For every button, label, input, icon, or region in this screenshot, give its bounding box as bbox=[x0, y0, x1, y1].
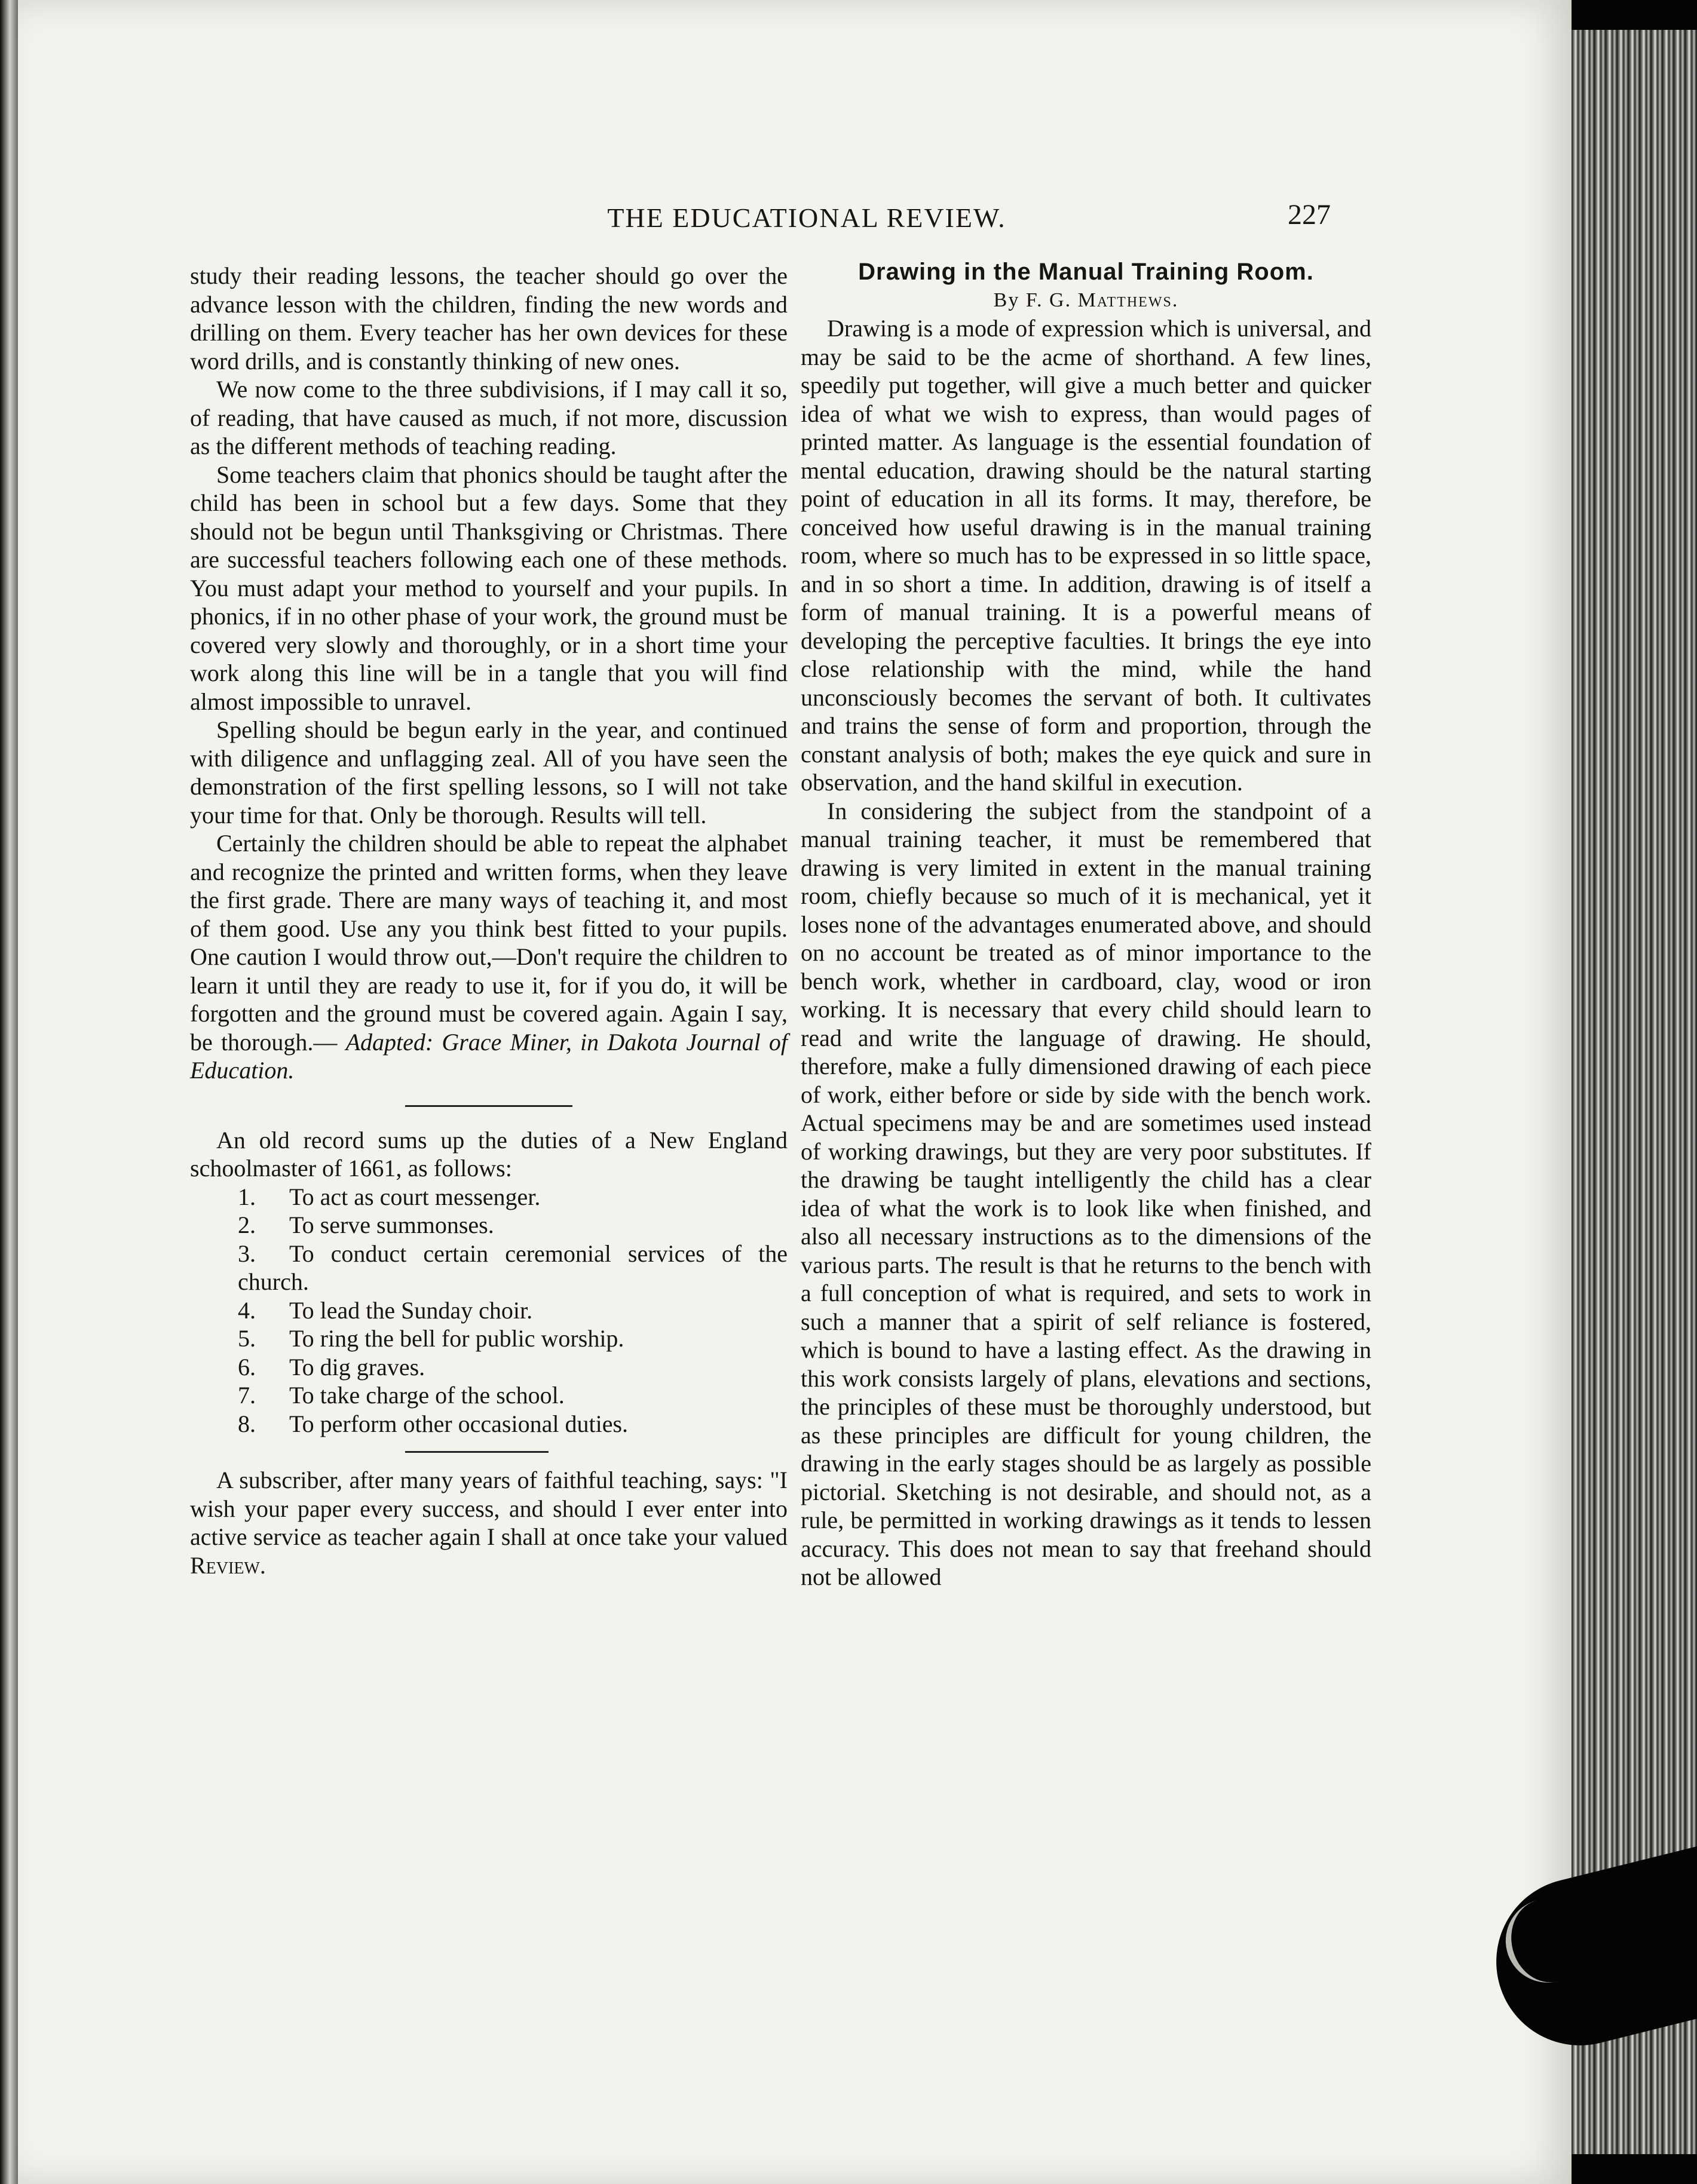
paragraph-with-attribution bbox=[190, 829, 788, 1085]
paragraph: study their reading lessons, the teacher should go over the advance lesson with the children, finding the new words and drilling on them. Every teacher has her own devices for these word drills, and is constantly thinking of new ones. bbox=[190, 262, 788, 375]
left-column bbox=[190, 262, 788, 1579]
list-item-text: To lead the Sunday choir. bbox=[289, 1296, 533, 1324]
list-item bbox=[190, 1381, 788, 1410]
record-intro: An old record sums up the duties of a New England schoolmaster of 1661, as follows: bbox=[190, 1126, 788, 1182]
list-item-number: 7. bbox=[238, 1382, 256, 1409]
byline-author: F. G. Matthews. bbox=[1025, 289, 1179, 311]
duty-list bbox=[190, 1183, 788, 1438]
subscriber-text: A subscriber, after many years of faithful teaching, says: "I wish your paper every success, and should I ever enter into active service as teacher again I shall at once take your valued bbox=[190, 1467, 788, 1550]
adjacent-page-edge bbox=[0, 0, 18, 2184]
list-item bbox=[190, 1324, 788, 1353]
paragraph: Spelling should be begun early in the year, and continued with diligence and unflagging zeal. All of you have seen the demonstration of the first spelling lessons, so I will not take your time for that. Only be thorough. Results will tell. bbox=[190, 716, 788, 829]
list-item-number: 3. bbox=[238, 1240, 256, 1267]
list-item-text: To act as court messenger. bbox=[289, 1183, 541, 1210]
list-item bbox=[190, 1211, 788, 1240]
section-divider bbox=[405, 1451, 549, 1453]
page-number: 227 bbox=[1288, 199, 1331, 231]
list-item bbox=[190, 1353, 788, 1382]
list-item bbox=[190, 1183, 788, 1211]
list-item-text: To conduct certain ceremonial services of the church. bbox=[238, 1240, 788, 1295]
list-item-number: 2. bbox=[238, 1211, 256, 1238]
running-title: THE EDUCATIONAL REVIEW. bbox=[607, 203, 1006, 233]
list-item-number: 4. bbox=[238, 1296, 256, 1324]
list-item-text: To take charge of the school. bbox=[289, 1382, 565, 1409]
list-item-number: 6. bbox=[238, 1353, 256, 1381]
paragraph: Some teachers claim that phonics should be taught after the child has been in school but a few days. Some that they should not be begun until Thanksgiving or Christmas. There are successful teachers following each one of these methods. You must adapt your method to yourself and your pupils. In phonics, if in no other phase of your work, the ground must be covered very slowly and thoroughly, or in a short time your work along this line will be in a tangle that you will find almost impossible to unravel. bbox=[190, 461, 788, 715]
list-item-number: 1. bbox=[238, 1183, 256, 1210]
list-item bbox=[190, 1240, 788, 1296]
review-word: Review. bbox=[190, 1551, 266, 1579]
attribution-source: Grace Miner, in Dakota Journal of Education. bbox=[190, 1028, 788, 1084]
right-column bbox=[801, 257, 1371, 1591]
list-item-text: To perform other occasional duties. bbox=[289, 1410, 629, 1437]
byline-prefix: By bbox=[993, 289, 1020, 311]
subscriber-note bbox=[190, 1466, 788, 1579]
list-item-number: 5. bbox=[238, 1325, 256, 1352]
paragraph-text: Certainly the children should be able to repeat the alphabet and recognize the printed and written forms, when they leave the first grade. There are many ways of teaching it, and most of them good. Use any you think best fitted to your pupils. One caution I would throw out,—Don't require the children to learn it until they are ready to use it, for if you do, it will be forgotten and the ground must be covered again. Again I say, be thorough.— bbox=[190, 830, 788, 1056]
list-item bbox=[190, 1296, 788, 1325]
list-item-text: To dig graves. bbox=[289, 1353, 425, 1381]
list-item-number: 8. bbox=[238, 1410, 256, 1437]
section-divider bbox=[405, 1105, 572, 1107]
attribution-label: Adapted: bbox=[345, 1028, 434, 1056]
book-page-edges bbox=[1572, 30, 1697, 2154]
paragraph: In considering the subject from the standpoint of a manual training teacher, it must be remembered that drawing is very limited in extent in the manual training room, chiefly because so much of it is mechanical, yet it loses none of the advantages enumerated above, and should on no account be treated as of minor importance to the bench work, whether in cardboard, clay, wood or iron working. It is necessary that every child should learn to read and write the language of drawing. He should, therefore, make a fully dimensioned drawing of each piece of work, either before or side by side with the bench work. Actual specimens may be and are sometimes used instead of working drawings, but they are very poor substitutes. If the drawing be taught intelligently the child has a clear idea of what the work is to look like when finished, and also all necessary instructions as to the dimensions of the various parts. The result is that he returns to the bench with a full conception of what is required, and sets to work in such a manner that a spirit of self reliance is fostered, which is bound to have a lasting effect. As the drawing in this work consists largely of plans, elevations and sections, the principles of these must be thoroughly understood, but as these principles are difficult for young children, the drawing in the early stages should be as largely as possible pictorial. Sketching is not desirable, and should not, as a rule, be permitted in working drawings as it tends to lessen accuracy. This does not mean to say that freehand should not be allowed bbox=[801, 797, 1371, 1590]
paragraph: We now come to the three subdivisions, if I may call it so, of reading, that have caused as much, if not more, discussion as the different methods of teaching reading. bbox=[190, 376, 788, 459]
list-item-text: To serve summonses. bbox=[289, 1211, 494, 1238]
list-item-text: To ring the bell for public worship. bbox=[289, 1325, 624, 1352]
list-item bbox=[190, 1410, 788, 1438]
byline bbox=[801, 287, 1371, 314]
paragraph: Drawing is a mode of expression which is universal, and may be said to be the acme of shorthand. A few lines, speedily put together, will give a much better and quicker idea of what we wish to express, than would pages of printed matter. As language is the essential foundation of mental education, drawing should be the natural starting point of education in all its forms. It may, therefore, be conceived how useful drawing is in the manual training room, where so much has to be expressed in so little space, and in so short a time. In addition, drawing is of itself a form of manual training. It is a powerful means of developing the perceptive faculties. It brings the eye into close relationship with the mind, while the hand unconsciously becomes the servant of both. It cultivates and trains the sense of form and proportion, through the constant analysis of both; makes the eye quick and sure in observation, and the hand skilful in execution. bbox=[801, 315, 1371, 796]
article-title: Drawing in the Manual Training Room. bbox=[858, 259, 1314, 285]
